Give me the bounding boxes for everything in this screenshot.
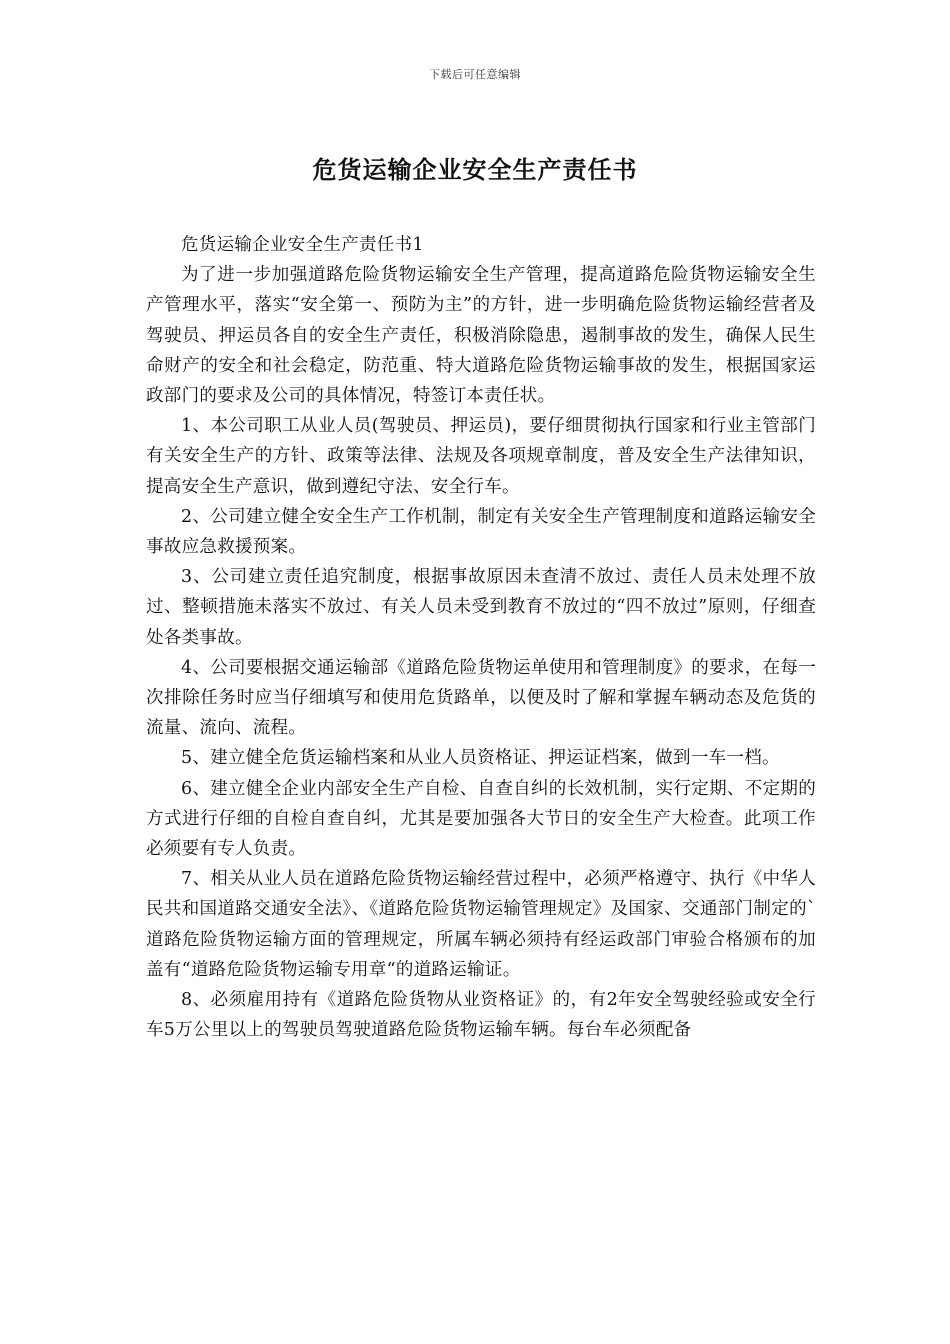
header-note: 下载后可任意编辑 xyxy=(429,68,521,81)
paragraph-item-8: 8、必须雇用持有《道路危险货物从业资格证》的，有2年安全驾驶经验或安全行车5万公里以上的驾驶员驾驶道路危险货物运输车辆。每台车必须配备 xyxy=(146,990,816,1041)
paragraph-item-5: 5、建立健全危货运输档案和从业人员资格证、押运证档案，做到一车一档。 xyxy=(181,748,780,769)
paragraph-item-2: 2、公司建立健全安全生产工作机制，制定有关安全生产管理制度和道路运输安全事故应急救援预案。 xyxy=(146,506,816,558)
document-body xyxy=(146,230,816,1045)
document-title: 危货运输企业安全生产责任书 xyxy=(312,155,638,184)
paragraph-item-1: 1、本公司职工从业人员(驾驶员、押运员)，要仔细贯彻执行国家和行业主管部门有关安全生产的方针、政策等法律、法规及各项规章制度，普及安全生产法律知识，提高安全生产意识，做到遵纪守法、安全行车。 xyxy=(146,416,816,497)
paragraph-item-3: 3、公司建立责任追究制度，根据事故原因未查清不放过、责任人员未处理不放过、整顿措施未落实不放过、有关人员未受到教育不放过的“四不放过”原则，仔细查处各类事故。 xyxy=(146,567,816,648)
paragraph-item-6: 6、建立健全企业内部安全生产自检、自查自纠的长效机制，实行定期、不定期的方式进行仔细的自检自查自纠，尤其是要加强各大节日的安全生产大检查。此项工作必须要有专人负责。 xyxy=(146,778,816,860)
paragraph-item-7: 7、相关从业人员在道路危险货物运输经营过程中，必须严格遵守、执行《中华人民共和国道路交通安全法》、《道路危险货物运输管理规定》及国家、交通部门制定的`道路危险货物运输方面的管理规定，所属车辆必须持有经运政部门审验合格颁布的加盖有“道路危险货物运输专用章“的道路运输证。 xyxy=(146,869,816,980)
paragraph-subtitle: 危货运输企业安全生产责任书1 xyxy=(181,235,424,255)
paragraph-intro: 为了进一步加强道路危险货物运输安全生产管理，提高道路危险货物运输安全生产管理水平，落实“安全第一、预防为主”的方针，进一步明确危险货物运输经营者及驾驶员、押运员各自的安全生产责任，积极消除隐患，遏制事故的发生，确保人民生命财产的安全和社会稳定，防范重、特大道路危险货物运输事故的发生，根据国家运政部门的要求及公司的具体情况，特签订本责任状。 xyxy=(146,265,816,407)
paragraph-item-4: 4、公司要根据交通运输部《道路危险货物运单使用和管理制度》的要求，在每一次排除任务时应当仔细填写和使用危货路单，以便及时了解和掌握车辆动态及危货的流量、流向、流程。 xyxy=(146,657,816,739)
